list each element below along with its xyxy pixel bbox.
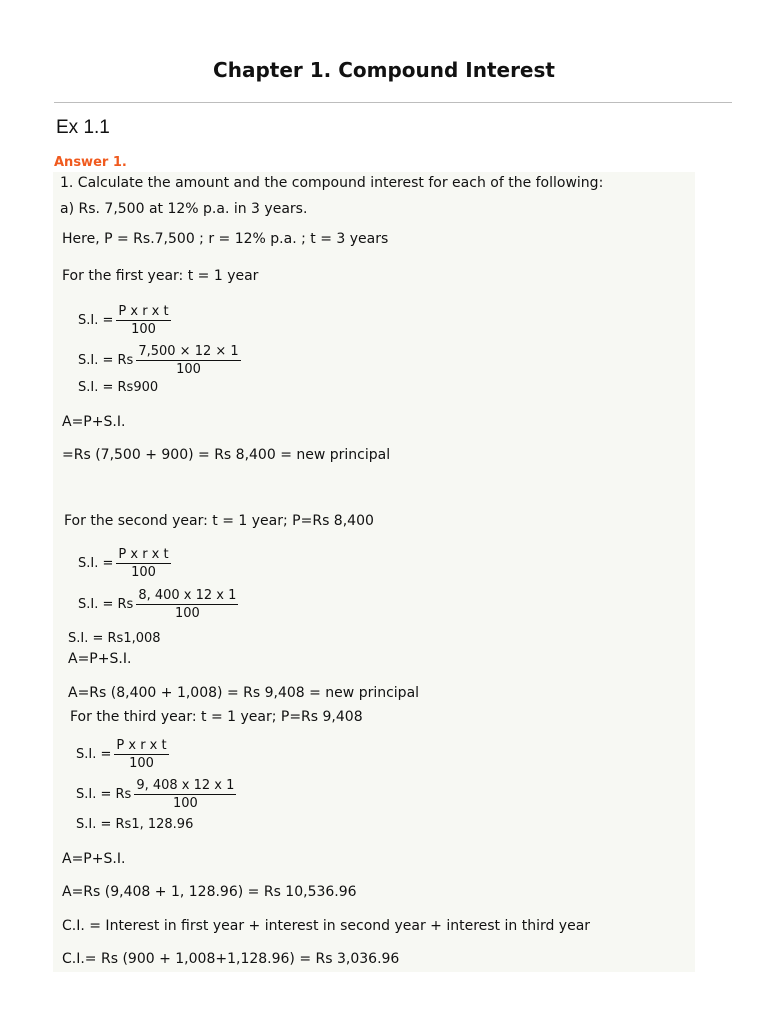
year3-si-result: S.I. = Rs1, 128.96 [76, 817, 194, 832]
formula-denominator: 100 [172, 796, 198, 811]
formula-denominator: 100 [176, 362, 201, 377]
formula-denominator: 100 [174, 606, 200, 621]
answer-label: Answer 1. [54, 155, 127, 170]
formula-numerator: P x r x t [118, 547, 169, 562]
si-label: S.I. = [78, 556, 114, 571]
formula-denominator: 100 [129, 756, 154, 771]
chapter-title: Chapter 1. Compound Interest [213, 58, 555, 82]
question-text: 1. Calculate the amount and the compound interest for each of the following: [60, 175, 604, 191]
year1-si-result: S.I. = Rs900 [78, 380, 159, 395]
year1-si-substitution [78, 343, 241, 378]
part-a-text: a) Rs. 7,500 at 12% p.a. in 3 years. [60, 201, 308, 217]
year1-si-formula [78, 303, 171, 338]
year3-amount: A=Rs (9,408 + 1, 128.96) = Rs 10,536.96 [62, 884, 357, 900]
ci-definition: C.I. = Interest in first year + interest in second year + interest in third year [62, 918, 591, 934]
si-label: S.I. = [78, 313, 114, 328]
si-label: S.I. = [76, 747, 112, 762]
formula-numerator: P x r x t [118, 304, 169, 319]
year3-amount-formula: A=P+S.I. [62, 851, 126, 867]
formula-denominator: 100 [131, 565, 156, 580]
year3-si-formula [76, 737, 169, 772]
year1-heading: For the first year: t = 1 year [62, 268, 259, 284]
si-label: S.I. = Rs [76, 787, 132, 802]
si-label: S.I. = Rs [78, 353, 134, 368]
year2-amount-formula: A=P+S.I. [68, 651, 132, 667]
title-divider [54, 102, 732, 103]
year1-amount: =Rs (7,500 + 900) = Rs 8,400 = new principal [62, 447, 391, 463]
exercise-heading: Ex 1.1 [56, 117, 110, 138]
si-label: S.I. = Rs [78, 597, 134, 612]
year2-heading: For the second year: t = 1 year; P=Rs 8,400 [64, 513, 374, 529]
year2-amount: A=Rs (8,400 + 1,008) = Rs 9,408 = new principal [68, 685, 420, 701]
formula-numerator: 7,500 × 12 × 1 [138, 344, 239, 359]
year2-si-substitution [78, 587, 238, 622]
year2-si-formula [78, 546, 171, 581]
formula-numerator: P x r x t [116, 738, 167, 753]
year3-heading: For the third year: t = 1 year; P=Rs 9,408 [70, 709, 363, 725]
year1-amount-formula: A=P+S.I. [62, 414, 126, 430]
given-values: Here, P = Rs.7,500 ; r = 12% p.a. ; t = 3 years [62, 231, 389, 247]
year2-si-result: S.I. = Rs1,008 [68, 631, 161, 646]
formula-numerator: 9, 408 x 12 x 1 [136, 778, 235, 793]
formula-numerator: 8, 400 x 12 x 1 [138, 588, 237, 603]
year3-si-substitution [76, 777, 236, 812]
ci-result: C.I.= Rs (900 + 1,008+1,128.96) = Rs 3,036.96 [62, 951, 400, 967]
formula-denominator: 100 [131, 322, 156, 337]
